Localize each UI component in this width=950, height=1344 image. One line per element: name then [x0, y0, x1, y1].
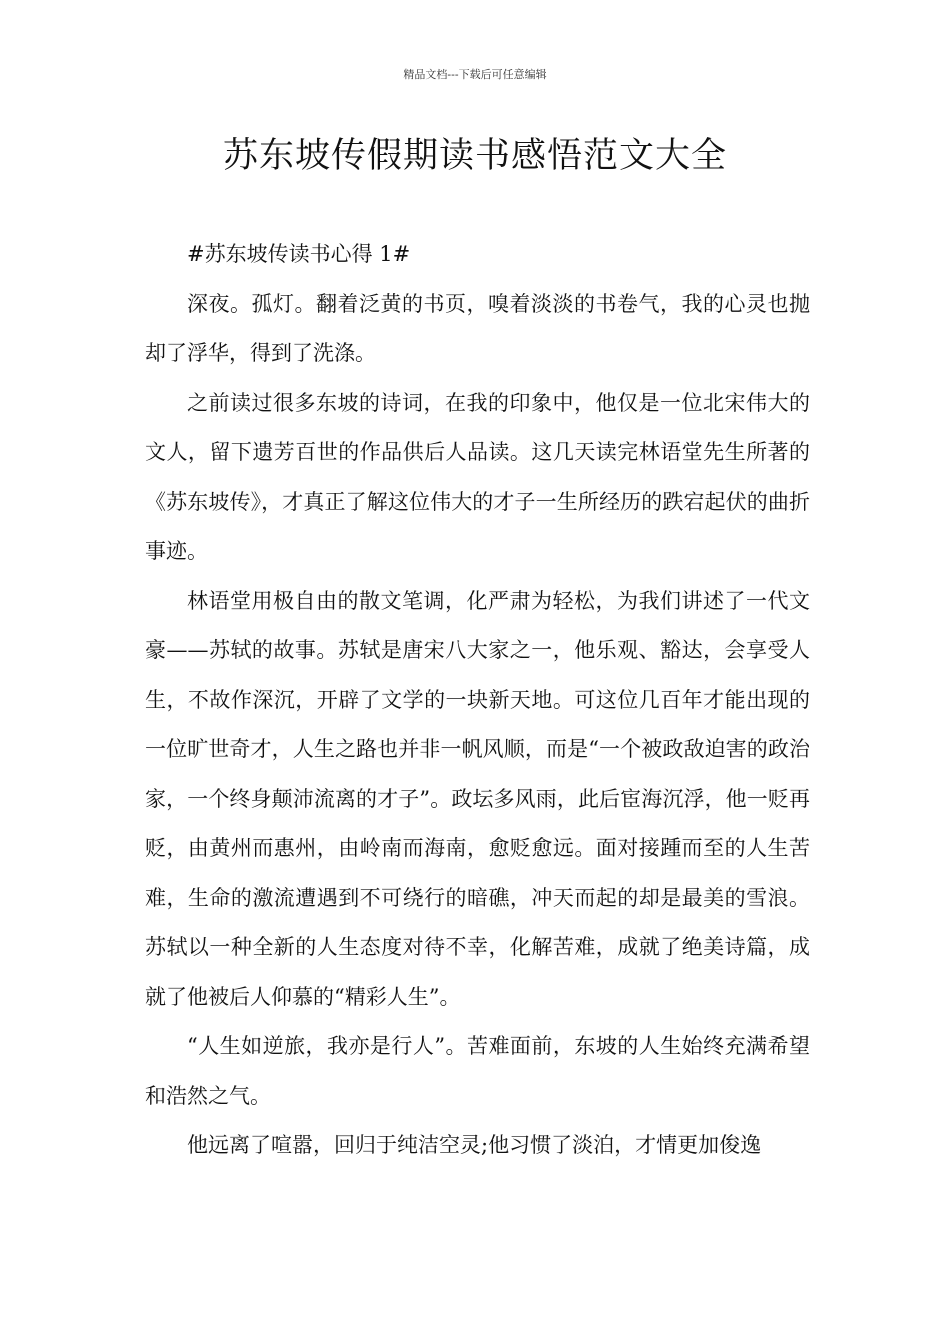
header-note: 精品文档---下载后可任意编辑 — [403, 68, 547, 81]
page-title: 苏东坡传假期读书感悟范文大全 — [222, 136, 727, 176]
section-heading: #苏东坡传读书心得 1# — [187, 242, 411, 266]
paragraph: 之前读过很多东坡的诗词，在我的印象中，他仅是一位北宋伟大的文人，留下遗芳百世的作品供后人品读。这几天读完林语堂先生所著的《苏东坡传》，才真正了解这位伟大的才子一生所经历的跌宕起伏的曲折事迹。 — [145, 390, 810, 563]
document-body — [145, 230, 810, 1171]
paragraph: “人生如逆旅，我亦是行人”。苦难面前，东坡的人生始终充满希望和浩然之气。 — [145, 1034, 810, 1108]
paragraph: 深夜。孤灯。翻着泛黄的书页，嗅着淡淡的书卷气，我的心灵也抛却了浮华，得到了洗涤。 — [145, 291, 810, 365]
paragraph: 林语堂用极自由的散文笔调，化严肃为轻松，为我们讲述了一代文豪——苏轼的故事。苏轼是唐宋八大家之一，他乐观、豁达，会享受人生，不故作深沉，开辟了文学的一块新天地。可这位几百年才能出现的一位旷世奇才，人生之路也并非一帆风顺，而是“一个被政敌迫害的政治家，一个终身颠沛流离的才子”。政坛多风雨，此后宦海沉浮，他一贬再贬，由黄州而惠州，由岭南而海南，愈贬愈远。面对接踵而至的人生苦难，生命的激流遭遇到不可绕行的暗礁，冲天而起的却是最美的雪浪。苏轼以一种全新的人生态度对待不幸，化解苦难，成就了绝美诗篇，成就了他被后人仰慕的“精彩人生”。 — [145, 588, 810, 1009]
paragraph: 他远离了喧嚣，回归于纯洁空灵;他习惯了淡泊，才情更加俊逸 — [187, 1133, 762, 1157]
